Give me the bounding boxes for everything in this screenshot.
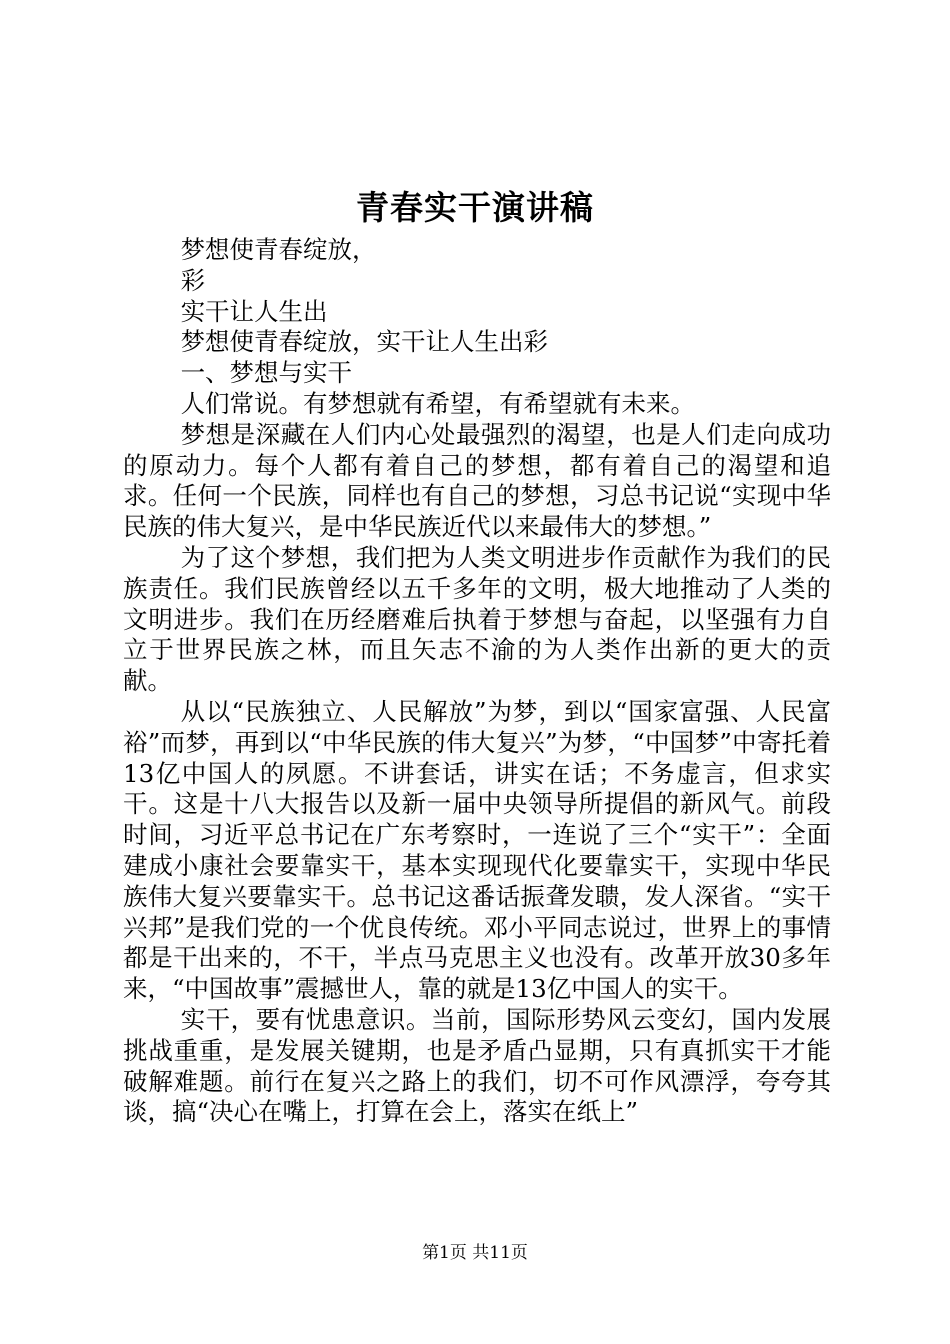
paragraph: 梦想是深藏在人们内心处最强烈的渴望，也是人们走向成功的原动力。每个人都有着自己的梦想，都有着自己的渴望和追求。任何一个民族，同样也有自己的梦想，习总书记说“实现中华民族的伟大复兴，是中华民族近代以来最伟大的梦想。” [123,419,831,542]
paragraph: 实干，要有忧患意识。当前，国际形势风云变幻，国内发展挑战重重，是发展关键期，也是矛盾凸显期，只有真抓实干才能破解难题。前行在复兴之路上的我们，切不可作风漂浮，夸夸其谈，搞“决心在嘴上，打算在会上，落实在纸上” [123,1004,831,1127]
paragraph: 人们常说。有梦想就有希望，有希望就有未来。 [180,388,696,418]
paragraph: 梦想使青春绽放， [180,235,377,264]
paragraph: 梦想使青春绽放，实干让人生出彩 [180,327,549,357]
paragraph: 实干让人生出 [180,296,328,326]
paragraph: 从以“民族独立、人民解放”为梦，到以“国家富强、人民富裕”而梦，再到以“中华民族的伟大复兴”为梦，“中国梦”中寄托着13亿中国人的夙愿。不讲套话，讲实在话；不务虚言，但求实干。这是十八大报告以及新一届中央领导所提倡的新风气。前段时间，习近平总书记在广东考察时，一连说了三个“实干”：全面建成小康社会要靠实干，基本实现现代化要靠实干，实现中华民族伟大复兴要靠实干。总书记这番话振聋发聩，发人深省。“实干兴邦”是我们党的一个优良传统。邓小平同志说过，世界上的事情都是干出来的，不干，半点马克思主义也没有。改革开放30多年来，“中国故事”震撼世人，靠的就是13亿中国人的实干。 [123,696,831,1004]
page-footer: 第1页 共11页 [422,1243,528,1263]
document-title: 青春实干演讲稿 [356,188,594,227]
paragraph: 为了这个梦想，我们把为人类文明进步作贡献作为我们的民族责任。我们民族曾经以五千多年的文明，极大地推动了人类的文明进步。我们在历经磨难后执着于梦想与奋起，以坚强有力自立于世界民族之林，而且矢志不渝的为人类作出新的更大的贡献。 [123,542,831,696]
section-heading: 一、梦想与实干 [180,358,353,388]
document-body [123,235,831,1128]
paragraph: 彩 [180,265,206,295]
